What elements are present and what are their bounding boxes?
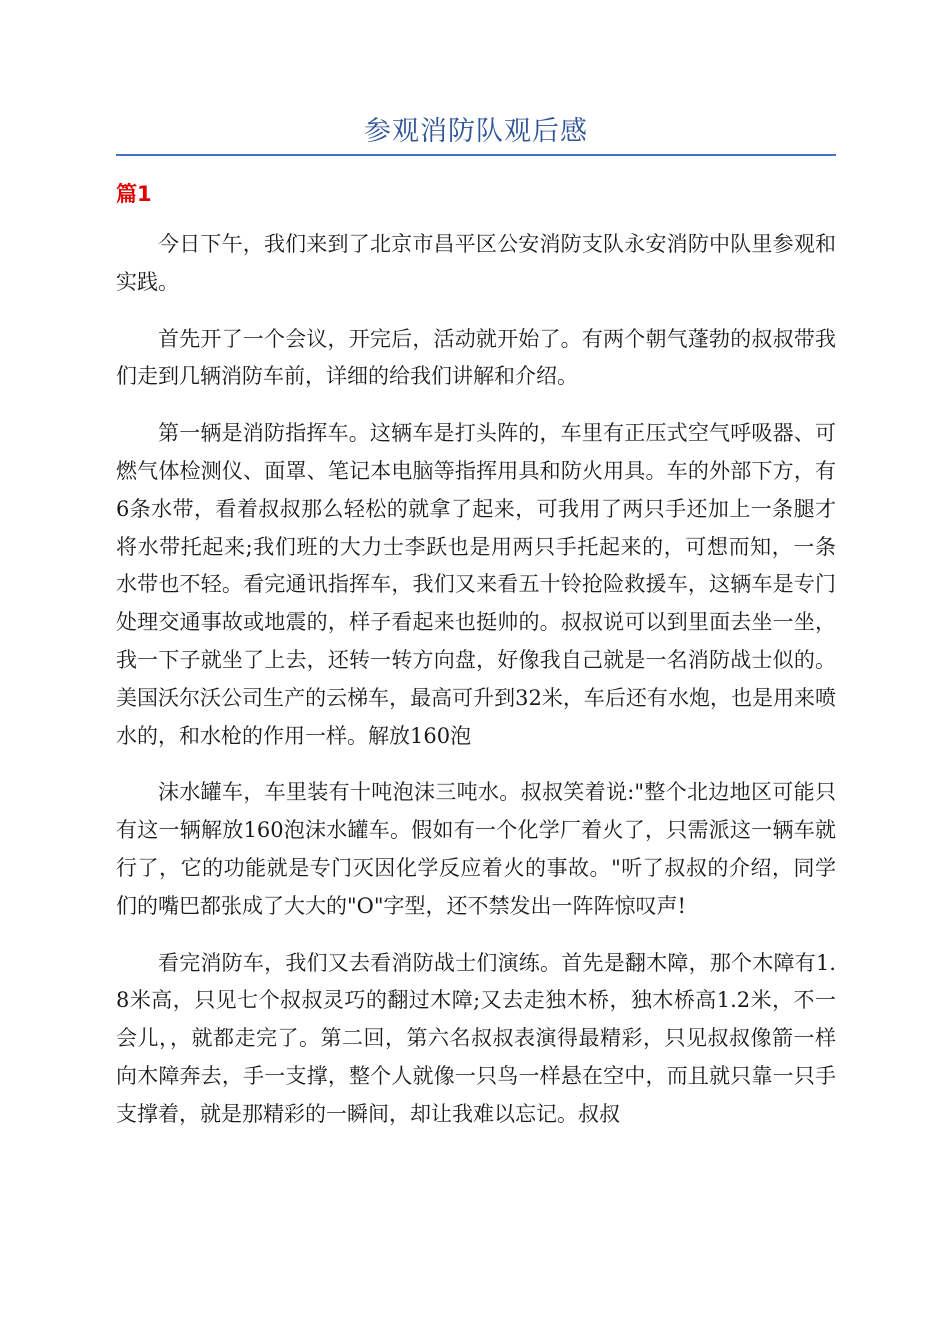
title-underline-rule xyxy=(116,154,836,156)
document-title: 参观消防队观后感 xyxy=(364,116,588,147)
paragraph: 沫水罐车，车里装有十吨泡沫三吨水。叔叔笑着说:"整个北边地区可能只有这一辆解放160泡沫水罐车。假如有一个化学厂着火了，只需派这一辆车就行了，它的功能就是专门灭因化学反应着火的事故。"听了叔叔的介绍，同学们的嘴巴都张成了大大的"O"字型，还不禁发出一阵阵惊叹声! xyxy=(116,780,836,918)
document-body xyxy=(116,226,836,1153)
paragraph: 今日下午，我们来到了北京市昌平区公安消防支队永安消防中队里参观和实践。 xyxy=(116,232,836,294)
paragraph: 看完消防车，我们又去看消防战士们演练。首先是翻木障，那个木障有1.8米高，只见七个叔叔灵巧的翻过木障;又去走独木桥，独木桥高1.2米，不一会儿，，就都走完了。第二回，第六名叔叔表演得最精彩，只见叔叔像箭一样向木障奔去，手一支撑，整个人就像一只鸟一样悬在空中，而且就只靠一只手支撑着，就是那精彩的一瞬间，却让我难以忘记。叔叔 xyxy=(116,950,836,1126)
paragraph: 第一辆是消防指挥车。这辆车是打头阵的，车里有正压式空气呼吸器、可燃气体检测仪、面罩、笔记本电脑等指挥用具和防火用具。车的外部下方，有6条水带，看着叔叔那么轻松的就拿了起来，可我用了两只手还加上一条腿才将水带托起来;我们班的大力士李跃也是用两只手托起来的，可想而知，一条水带也不轻。看完通讯指挥车，我们又来看五十铃抢险救援车，这辆车是专门处理交通事故或地震的，样子看起来也挺帅的。叔叔说可以到里面去坐一坐，我一下子就坐了上去，还转一转方向盘，好像我自己就是一名消防战士似的。美国沃尔沃公司生产的云梯车，最高可升到32米，车后还有水炮，也是用来喷水的，和水枪的作用一样。解放160泡 xyxy=(116,421,836,748)
paragraph: 首先开了一个会议，开完后，活动就开始了。有两个朝气蓬勃的叔叔带我们走到几辆消防车前，详细的给我们讲解和介绍。 xyxy=(116,326,836,389)
section-heading: 篇1 xyxy=(116,182,152,206)
